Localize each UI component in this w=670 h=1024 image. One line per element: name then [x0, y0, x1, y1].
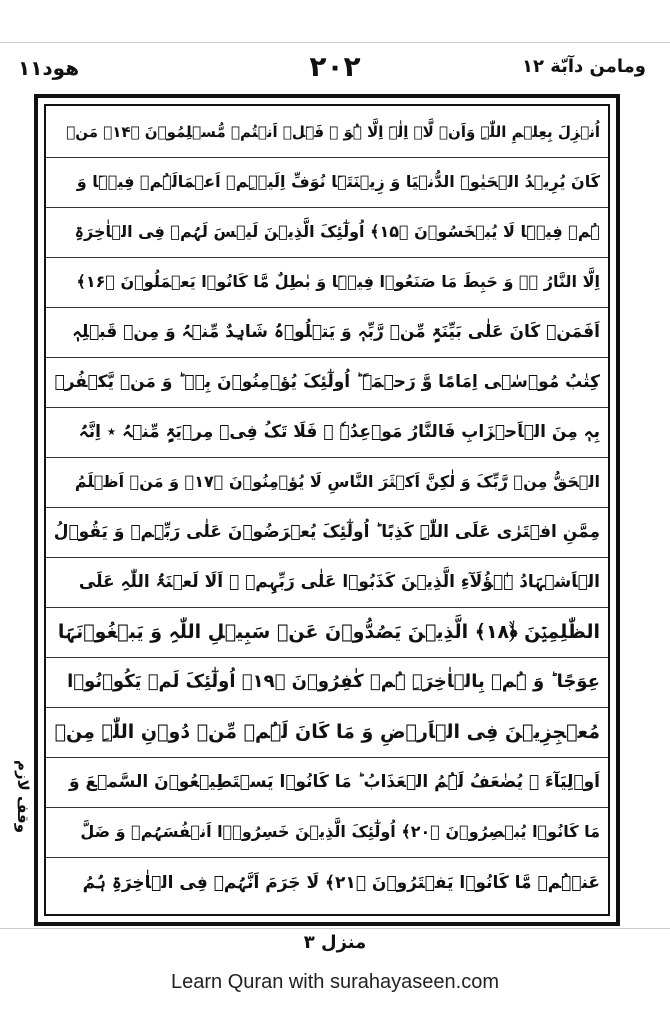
text-line: اَوۡلِیَآءَ ۘ یُضٰعَفُ لَہُمُ الۡعَذَابُ ؕ مَا کَانُوۡا یَسۡتَطِیۡعُوۡنَ السَّمۡعَ وَ — [46, 756, 608, 808]
page-frame — [34, 94, 620, 926]
text-line: اِلَّا النَّارُ ۫ۖ وَ حَبِطَ مَا صَنَعُوۡا فِیۡہَا وَ بٰطِلٌ مَّا کَانُوۡا یَعۡمَلُوۡنَ ﴿۱۶﴾ — [46, 256, 608, 308]
footer-credit: Learn Quran with surahayaseen.com — [171, 971, 499, 993]
manzil-label: منزل ٣ — [303, 932, 367, 953]
page-number: ٢٠٢ — [309, 50, 361, 83]
text-line: عَنۡہُمۡ مَّا کَانُوۡا یَفۡتَرُوۡنَ ﴿۲۱﴾ لَا جَرَمَ اَنَّہُمۡ فِی الۡاٰخِرَۃِ ہُمُ — [82, 872, 600, 893]
top-rule — [0, 42, 670, 43]
text-frame — [44, 104, 610, 916]
text-line: ہُمۡ فِیۡہَا لَا یُبۡخَسُوۡنَ ﴿۱۵﴾ اُولٰٓئِکَ الَّذِیۡنَ لَیۡسَ لَہُمۡ فِی الۡاٰخِرَۃِ — [46, 206, 608, 258]
text-line: مُعۡجِزِیۡنَ فِی الۡاَرۡضِ وَ مَا کَانَ لَہُمۡ مِّنۡ دُوۡنِ اللّٰہِ مِنۡ — [46, 706, 608, 758]
text-line: مَا کَانُوۡا یُبۡصِرُوۡنَ ﴿۲۰﴾ اُولٰٓئِکَ الَّذِیۡنَ خَسِرُوۡۤا اَنۡفُسَہُمۡ وَ ضَلَّ — [46, 806, 608, 858]
text-line: الۡحَقُّ مِنۡ رَّبِّکَ وَ لٰکِنَّ اَکۡثَرَ النَّاسِ لَا یُؤۡمِنُوۡنَ ﴿۱۷﴾ وَ مَنۡ اَظۡلَمُ — [46, 456, 608, 508]
text-line: اُنۡزِلَ بِعِلۡمِ اللّٰہِ وَاَنۡ لَّاۤ اِلٰہَ اِلَّا ہُوَ ۚ فَہَلۡ اَنۡتُمۡ مُّسۡلِمُوۡنَ ﴿۱۴﴾ مَنۡ — [46, 106, 608, 158]
bottom-rule — [0, 928, 670, 929]
text-line: الۡاَشۡہَادُ ہٰۤؤُلَآءِ الَّذِیۡنَ کَذَبُوۡا عَلٰی رَبِّہِمۡ ۚ اَلَا لَعۡنَۃُ اللّٰہِ عَلَی — [46, 556, 608, 608]
text-line: کَانَ یُرِیۡدُ الۡحَیٰوۃَ الدُّنۡیَا وَ زِیۡنَتَہَا نُوَفِّ اِلَیۡہِمۡ اَعۡمَالَہُمۡ فِیۡہَا وَ — [46, 156, 608, 208]
text-line: مِمَّنِ افۡتَرٰی عَلَی اللّٰہِ کَذِبًا ؕ اُولٰٓئِکَ یُعۡرَضُوۡنَ عَلٰی رَبِّہِمۡ وَ یَقُوۡلُ — [46, 506, 608, 558]
surah-name: ھود١١ — [18, 56, 80, 80]
text-line: کِتٰبُ مُوۡسٰۤی اِمَامًا وَّ رَحۡمَۃً ؕ اُولٰٓئِکَ یُؤۡمِنُوۡنَ بِہٖ ؕ وَ مَنۡ یَّکۡفُرۡ — [46, 356, 608, 408]
text-line: الظّٰلِمِیۡنَ ﴿ۙ۱۸﴾ الَّذِیۡنَ یَصُدُّوۡنَ عَنۡ سَبِیۡلِ اللّٰہِ وَ یَبۡغُوۡنَہَا — [46, 606, 608, 658]
text-line: بِہٖ مِنَ الۡاَحۡزَابِ فَالنَّارُ مَوۡعِدُہٗ ۚ فَلَا تَکُ فِیۡ مِرۡیَۃٍ مِّنۡہُ ٭ اِنَّہُ — [46, 406, 608, 458]
text-line: اَفَمَنۡ کَانَ عَلٰی بَیِّنَۃٍ مِّنۡ رَّبِّہٖ وَ یَتۡلُوۡہُ شَاہِدٌ مِّنۡہُ وَ مِنۡ قَبۡلِہٖ — [46, 306, 608, 358]
juz-name: ومامن دآبّة ١٢ — [521, 56, 646, 77]
text-line: عِوَجًا ؕ وَ ہُمۡ بِالۡاٰخِرَۃِ ہُمۡ کٰفِرُوۡنَ ﴿۱۹﴾ اُولٰٓئِکَ لَمۡ یَکُوۡنُوۡا — [46, 656, 608, 708]
margin-note: وقف لازم — [14, 760, 32, 834]
